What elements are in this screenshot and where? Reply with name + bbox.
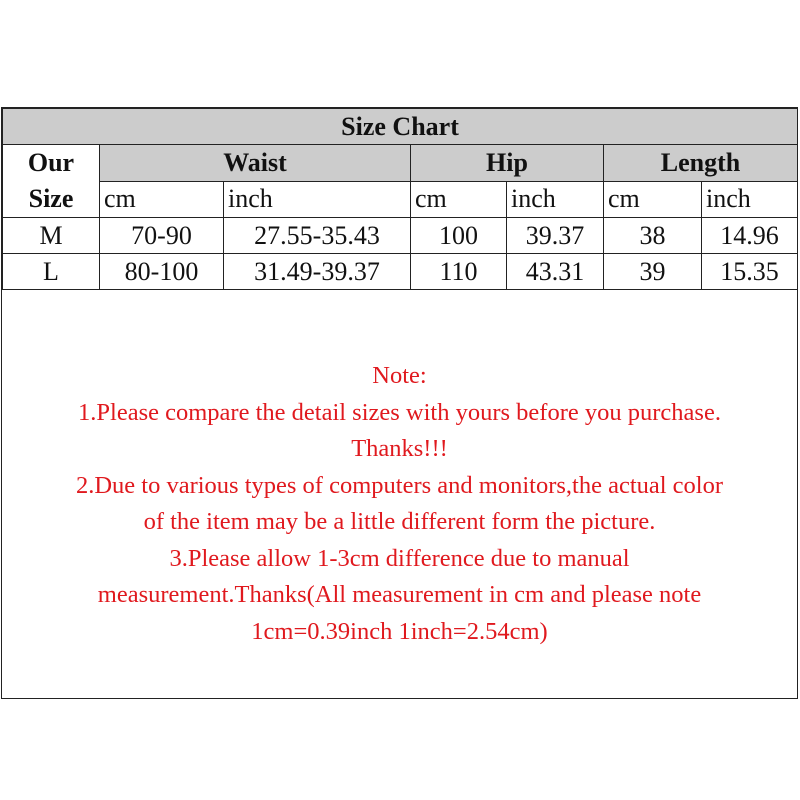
table-cell: 27.55-35.43 <box>224 218 411 254</box>
note-block <box>2 294 797 698</box>
unit-header-row <box>3 181 798 218</box>
table-cell: 31.49-39.37 <box>224 254 411 290</box>
size-label-m: M <box>3 218 100 254</box>
table-cell: 15.35 <box>702 254 798 290</box>
size-label-l: L <box>3 254 100 290</box>
note-heading: Note: <box>372 362 427 389</box>
hip-header: Hip <box>411 145 604 182</box>
table-row <box>3 218 798 254</box>
waist-cm-unit: cm <box>100 181 224 218</box>
group-header-row <box>3 145 798 182</box>
note-line: 1.Please compare the detail sizes with yours before you purchase. <box>78 398 721 426</box>
our-size-line1: Our <box>27 148 75 177</box>
note-line: measurement.Thanks(All measurement in cm and please note <box>97 581 702 608</box>
table-cell: 14.96 <box>702 218 798 254</box>
table-cell: 100 <box>411 218 507 254</box>
table-cell: 70-90 <box>100 218 224 254</box>
table-row <box>3 254 798 290</box>
length-header: Length <box>604 145 798 182</box>
our-size-line2: Size <box>28 184 74 213</box>
table-cell: 38 <box>604 218 702 254</box>
length-cm-unit: cm <box>604 181 702 218</box>
size-chart-sheet <box>1 107 798 699</box>
table-cell: 43.31 <box>507 254 604 290</box>
size-chart-table <box>2 108 798 290</box>
title-row <box>3 109 798 145</box>
note-line: 2.Due to various types of computers and monitors,the actual color <box>75 471 724 499</box>
table-cell: 39 <box>604 254 702 290</box>
table-cell: 39.37 <box>507 218 604 254</box>
table-cell: 80-100 <box>100 254 224 290</box>
our-size-header <box>3 145 100 218</box>
note-line: Thanks!!! <box>351 435 448 462</box>
note-line: of the item may be a little different form the picture. <box>143 508 656 535</box>
waist-header: Waist <box>100 145 411 182</box>
hip-inch-unit: inch <box>507 181 604 218</box>
table-cell: 110 <box>411 254 507 290</box>
waist-inch-unit: inch <box>224 181 411 218</box>
note-line: 1cm=0.39inch 1inch=2.54cm) <box>251 617 548 645</box>
length-inch-unit: inch <box>702 181 798 218</box>
table-title: Size Chart <box>3 109 798 145</box>
note-line: 3.Please allow 1-3cm difference due to manual <box>169 544 630 572</box>
hip-cm-unit: cm <box>411 181 507 218</box>
